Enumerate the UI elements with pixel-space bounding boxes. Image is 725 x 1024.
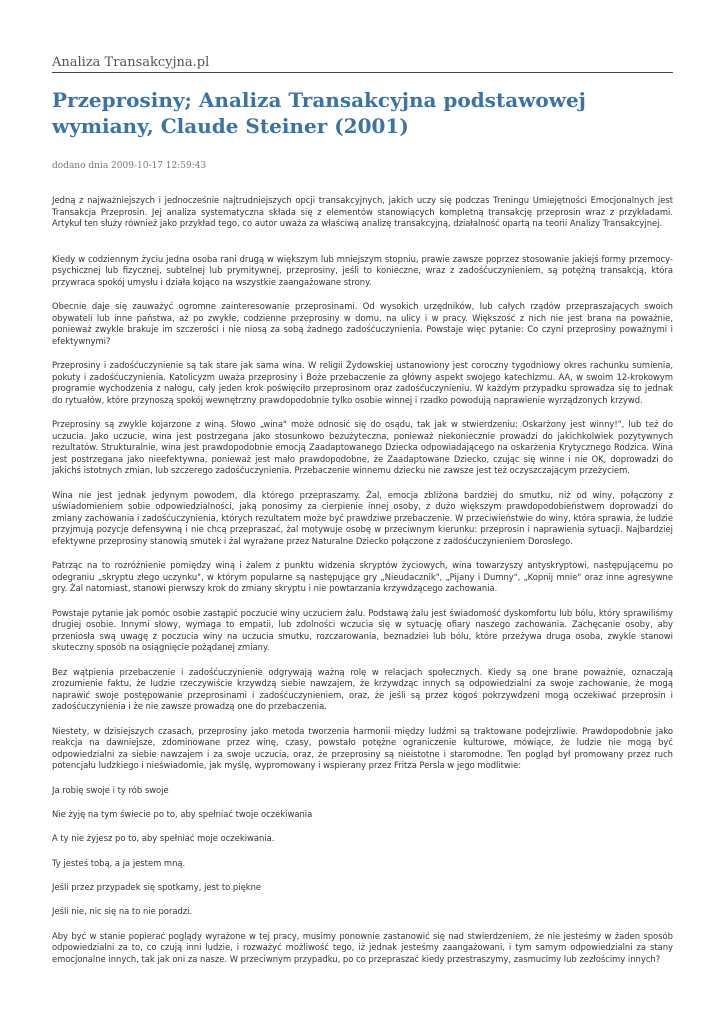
prayer-line: Jeśli nie, nic się na to nie poradzi. — [52, 906, 193, 917]
paragraph: Kiedy w codziennym życiu jedna osoba rani drugą w większym lub mniejszym stopniu, prawie zawsze poprzez stosowanie jakiejś formy przemocy-psychicznej lub fizycznej, subtelnej lub prymitywnej, przeprosiny, jeśli to konieczne, wraz z zadośćuczynieniem, są potężną transakcją, która przywraca spokój umysłu i działa kojąco na wszystkie zaangażowane strony. — [52, 253, 673, 287]
prayer-line: A ty nie żyjesz po to, aby spełniać moje oczekiwania. — [52, 833, 275, 844]
document-page — [52, 0, 673, 978]
paragraph: Wina nie jest jednak jedynym powodem, dla którego przepraszamy. Żal, emocja zbliżona bardziej do smutku, niż od winy, połączony z uświadomieniem sobie odpowiedzialności, jaką ponosimy za cierpienie innej osoby, z dużo większym prawdopodobieństwem doprowadzi do zmiany zachowania i zadośćuczynienia, których rezultatem może być prawdziwe przebaczenie. W przeciwieństwie do winy, która sprawia, że ludzie przyjmują pozycje defensywną i nie chcą przepraszać, żal motywuje osobę w przeciwnym kierunku: przeprosin i naprawienia sytuacji. Najbardziej efektywne przeprosiny stanowią smutek i żal wyrażane przez Naturalne Dziecko połączone z zadośćuczynieniem Dorosłego. — [52, 489, 673, 547]
paragraph: Patrząc na to rozróżnienie pomiędzy winą i żalem z punktu widzenia skryptów życiowych, wina towarzyszy antyskryptowi, następującemu po odegraniu „skryptu złego uczynku", w którym popularne są następujące gry „Nieudacznik", „Pijany i Dumny", „Kopnij mnie" oraz inne agresywne gry. Żal natomiast, stanowi pierwszy krok do zmiany skryptu i nie powtarzania krzywdzącego zachowania. — [52, 560, 673, 594]
publication-date: dodano dnia 2009-10-17 12:59:43 — [52, 161, 207, 171]
paragraph: Obecnie daje się zauważyć ogromne zainteresowanie przeprosinami. Od wysokich urzędników, lub całych rządów przepraszających swoich obywateli lub inne państwa, aż po zwykłe, codzienne przeprosiny w domu, na ulicy i w pracy. Większość z nich nie jest brana na poważnie, ponieważ zwykle brakuje im szczerości i nie niosą za sobą żadnego zadośćuczynienia. Powstaje więc pytanie: Co czyni przeprosiny poważnymi i efektywnymi? — [52, 301, 673, 346]
prayer-line: Nie żyję na tym świecie po to, aby spełniać twoje oczekiwania — [52, 808, 313, 819]
paragraph: Powstaje pytanie jak pomóc osobie zastąpić poczucie winy uczuciem żalu. Podstawą żalu jest świadomość dyskomfortu lub bólu, który sprawiliśmy drugiej osobie. Innymi słowy, wymaga to empatii, lub zdolności wczucia się w sytuację ofiary naszego zachowania. Zachęcanie osoby, aby przeniosła swą uwagę z poczucia winy na uczucia smutku, rozczarowania, beznadziei lub bólu, które przeżywa druga osoba, zwykle stanowi skuteczny sposób na osiągnięcie pożądanej zmiany. — [52, 607, 673, 653]
prayer-line: Jeśli przez przypadek się spotkamy, jest to piękne — [52, 882, 262, 893]
header-divider — [52, 72, 673, 73]
prayer-line: Ty jesteś tobą, a ja jestem mną. — [52, 857, 186, 868]
prayer-line: Ja robię swoje i ty rób swoje — [52, 784, 169, 795]
paragraph: Przeprosiny są zwykle kojarzone z winą. Słowo „wina" może odnosić się do osądu, tak jak w stwierdzeniu: Oskarżony jest winny!", lub też do uczucia. Jako uczucie, wina jest postrzegana jako stosunkowo bezużyteczna, ponieważ niekoniecznie prowadzi do jakichkolwiek pozytywnych rezultatów. Strukturalnie, wina jest prawdopodobnie emocją Zaadaptowanego Dziecka odpowiadającego na oskarżenia Krytycznego Rodzica. Wina jest postrzegana jako nieefektywna, ponieważ jest mało prawdopodobne, że Zaadaptowane Dziecko, czując się winne i nie OK, doprowadzi do jakichś istotnych zmian, lub szczerego zadośćuczynienia. Przebaczenie winnemu dziecku nie zawsze jest też oczyszczającym przeżyciem. — [52, 419, 673, 476]
article-title: Przeprosiny; Analiza Transakcyjna podstawowej wymiany, Claude Steiner (2001) — [52, 88, 586, 138]
paragraph: Bez wątpienia przebaczenie i zadośćuczynienie odgrywają ważną rolę w relacjach społecznych. Kiedy są one brane poważnie, oznaczają zrozumienie faktu, że ludzie rzeczywiście krzywdzą siebie nawzajem, że krzywdząc innych są odpowiedzialni za swoje zachowanie, że mogą naprawić swoje postępowanie przeprosinami i zadośćuczynieniem, oraz, że jeśli są przez kogoś pokrzywdzeni mogą oczekiwać przeprosin i zadośćuczynienia i że nie zawsze prowadzą one do przebaczenia. — [52, 666, 673, 712]
article-body — [52, 195, 673, 966]
closing-paragraph: Aby być w stanie popierać poglądy wyrażone w tej pracy, musimy ponownie zastanowić się nad stwierdzeniem, że nie jesteśmy w żaden sposób odpowiedzialni za to, co czują inni ludzie, i rozważyć możliwość tego, iż jednak jesteśmy zaangażowani, i tym samym odpowiedzialni za stany emocjonalne innych, tak jak oni za nasze. W przeciwnym przypadku, po co przepraszać kiedy przestraszymy, zasmucimy lub zezłościmy innych? — [52, 930, 673, 965]
paragraph: Przeprosiny i zadośćuczynienie są tak stare jak sama wina. W religii Żydowskiej ustanowiony jest coroczny tygodniowy okres rachunku sumienia, pokuty i zadośćuczynienia. Katolicyzm uważa przeprosiny i Boże przebaczenie za główny aspekt swojego katechizmu. AA, w swoim 12-krokowym programie wychodzenia z nałogu, cały jeden krok poświęciło przeprosinom oraz zadośćuczynieniu. W każdym przypadku sprowadza się to jednak do rytuałów, które przynoszą spokój wewnętrzny prawdopodobnie tylko osobie winnej i rzadko powodują naprawienie wyrządzonych krzywd. — [52, 360, 673, 405]
paragraph: Jedną z najważniejszych i jednocześnie najtrudniejszych opcji transakcyjnych, jakich uczy się podczas Treningu Umiejętności Emocjonalnych jest Transakcja Przeprosin. Jej analiza systematyczna składa się z elementów stanowiących kompletną transakcję przeprosin wraz z przykładami. Artykuł ten służy również jako przykład tego, co autor uważa za właściwą analizę transakcyjną, działalność opartą na teorii Analizy Transakcyjnej. — [52, 195, 673, 229]
paragraph: Niestety, w dzisiejszych czasach, przeprosiny jako metoda tworzenia harmonii między ludźmi są traktowane podejrzliwie. Prawdopodobnie jako reakcja na dawniejsze, zdominowane przez winę, czasy, powstało potężne ograniczenie kulturowe, mówiące, że ludzie nie mogą być odpowiedzialni za siebie nawzajem i za swoje uczucia, oraz, że przeprosiny są nieistotne i staromodne. Ten pogląd był promowany przez ruch potencjału ludzkiego i nieświadomie, jak myślę, wypromowany i wspierany przez Fritza Persla w jego modlitwie: — [52, 725, 673, 771]
site-title[interactable]: Analiza Transakcyjna.pl — [52, 55, 210, 70]
